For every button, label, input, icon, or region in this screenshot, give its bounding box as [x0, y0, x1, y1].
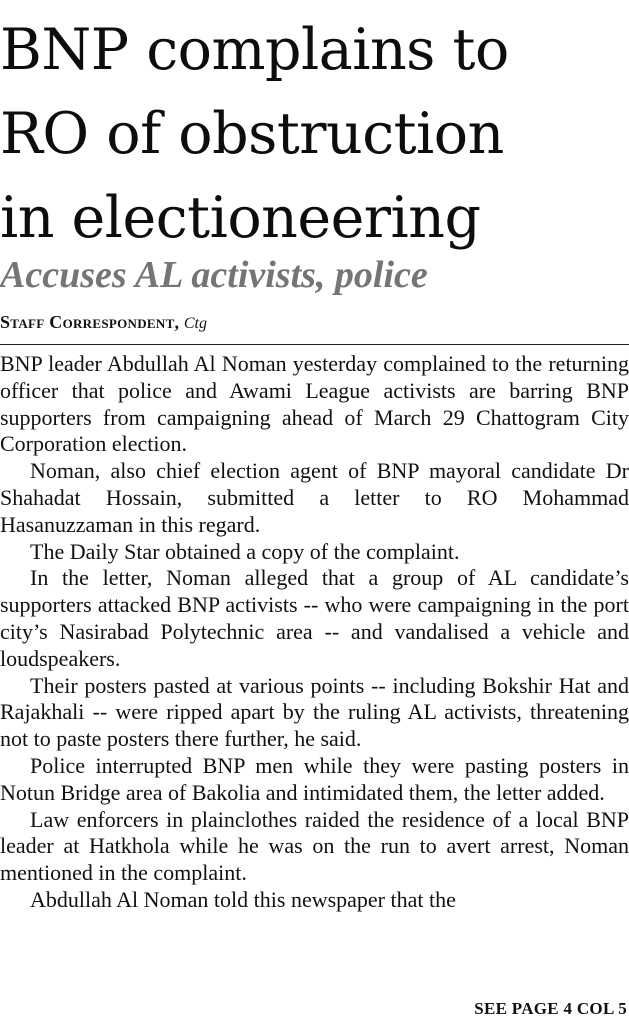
divider-rule	[0, 344, 629, 345]
paragraph: Law enforcers in plainclothes raided the residence of a local BNP leader at Hatkhola while he was on the run to avert arrest, Noman mentioned in the complaint.	[0, 806, 629, 886]
headline-line-2: RO of obstruction	[0, 101, 504, 167]
byline-author: Staff Correspondent,	[0, 312, 180, 332]
paragraph: Police interrupted BNP men while they were pasting posters in Notun Bridge area of Bakolia and intimidated them, the letter added.	[0, 752, 629, 805]
paragraph: Their posters pasted at various points -- including Bokshir Hat and Rajakhali -- were ripped apart by the ruling AL activists, threatening not to paste posters there further, he said.	[0, 672, 629, 752]
paragraph: BNP leader Abdullah Al Noman yesterday complained to the returning officer that police and Awami League activists are barring BNP supporters from campaigning ahead of March 29 Chattogram City Corporation election.	[0, 351, 629, 457]
paragraph: In the letter, Noman alleged that a group of AL candidate’s supporters attacked BNP activists -- who were campaigning in the port city’s Nasirabad Polytechnic area -- and vandalised a vehicle and loudspeakers.	[0, 565, 629, 671]
headline	[0, 8, 629, 260]
article-body	[0, 351, 629, 914]
headline-line-3: in electioneering	[0, 185, 481, 251]
byline-location: Ctg	[183, 315, 207, 332]
paragraph: Noman, also chief election agent of BNP mayoral candidate Dr Shahadat Hossain, submitted a letter to RO Mohammad Hasanuzzaman in this regard.	[0, 458, 629, 537]
continuation-jump-line: SEE PAGE 4 COL 5	[474, 999, 627, 1018]
subheadline: Accuses AL activists, police	[0, 254, 428, 296]
headline-line-1: BNP complains to	[0, 17, 509, 83]
paragraph: The Daily Star obtained a copy of the complaint.	[30, 538, 460, 564]
byline	[0, 311, 207, 335]
paragraph: Abdullah Al Noman told this newspaper that the	[30, 886, 456, 912]
